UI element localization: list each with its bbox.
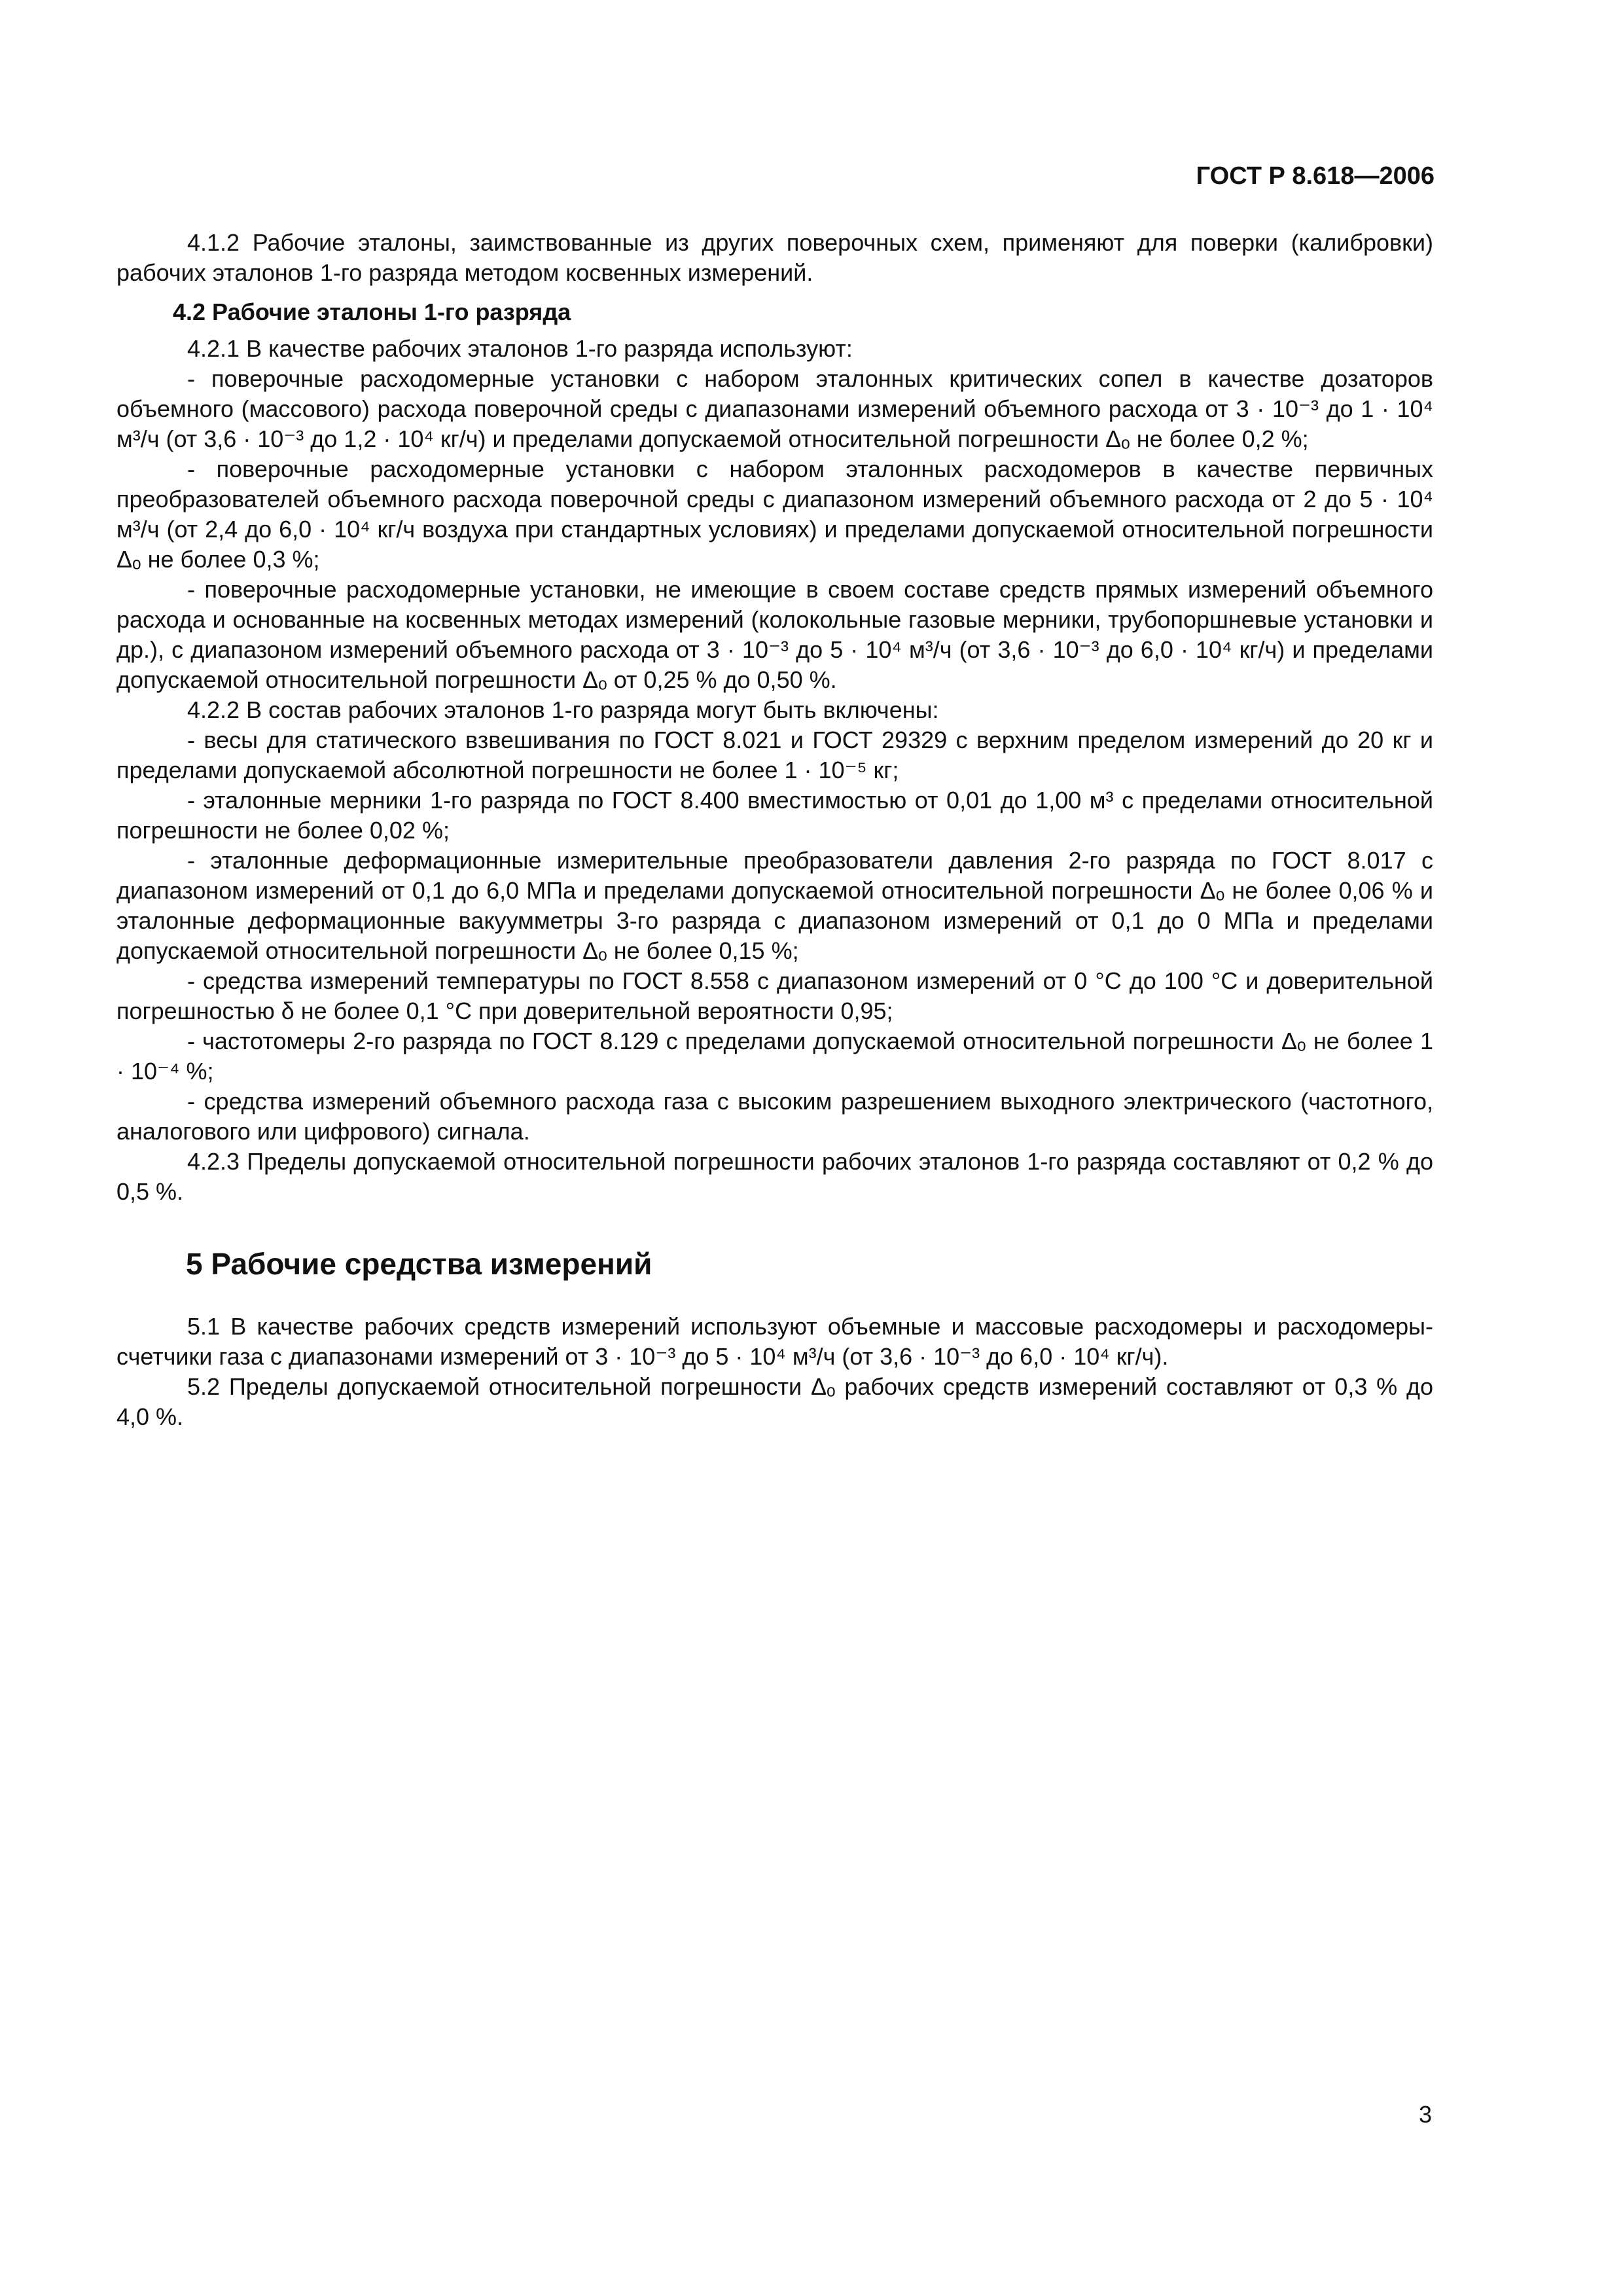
list-item-temperature: - средства измерений температуры по ГОСТ 8.558 с диапазоном измерений от 0 °С до 100 °С и доверительной погрешностью δ не более 0,1 °С при доверительной вероятности 0,95; — [116, 967, 1433, 1024]
list-item-frequency-meters: - частотомеры 2-го разряда по ГОСТ 8.129 с пределами допускаемой относительной погрешности Δₒ не более 1 · 10⁻⁴ %; — [116, 1028, 1433, 1085]
paragraph-5-2: 5.2 Пределы допускаемой относительной погрешности Δₒ рабочих средств измерений составляют от 0,3 % до 4,0 %. — [116, 1373, 1433, 1430]
list-item-reference-flowmeters: - поверочные расходомерные установки с набором эталонных расходомеров в качестве первичных преобразователей объемного расхода поверочной среды с диапазоном измерений объемного расхода от 2 до 5 · 10⁴ м³/ч (от 2,4 до 6,0 · 10⁴ кг/ч воздуха при стандартных условиях) и пределами допускаемой относительной погрешности Δₒ не более 0,3 %; — [116, 456, 1433, 573]
list-item-critical-nozzles: - поверочные расходомерные установки с набором эталонных критических сопел в качестве дозаторов объемного (массового) расхода поверочной среды с диапазонами измерений объемного расхода от 3 · 10⁻³ до 1 · 10⁴ м³/ч (от 3,6 · 10⁻³ до 1,2 · 10⁴ кг/ч) и пределами допускаемой относительной погрешности Δₒ не более 0,2 %; — [116, 365, 1433, 452]
paragraph-5-1: 5.1 В качестве рабочих средств измерений используют объемные и массовые расходомеры и расходомеры-счетчики газа с диапазонами измерений от 3 · 10⁻³ до 5 · 10⁴ м³/ч (от 3,6 · 10⁻³ до 6,0 · 10⁴ кг/ч). — [116, 1313, 1433, 1370]
subsection-heading-4-2: 4.2 Рабочие эталоны 1-го разряда — [173, 298, 571, 325]
list-item-indirect-methods: - поверочные расходомерные установки, не имеющие в своем составе средств прямых измерений объемного расхода и основанные на косвенных методах измерений (колокольные газовые мерники, трубопоршневые установки и др.), с диапазоном измерений объемного расхода от 3 · 10⁻³ до 5 · 10⁴ м³/ч (от 3,6 · 10⁻³ до 6,0 · 10⁴ кг/ч) и пределами допускаемой относительной погрешности Δₒ от 0,25 % до 0,50 %. — [116, 576, 1433, 693]
paragraph-4-1-2: 4.1.2 Рабочие эталоны, заимствованные из других поверочных схем, применяют для поверки (калибровки) рабочих эталонов 1-го разряда методом косвенных измерений. — [116, 229, 1433, 286]
list-item-measures: - эталонные мерники 1-го разряда по ГОСТ 8.400 вместимостью от 0,01 до 1,00 м³ с пределами относительной погрешности не более 0,02 %; — [116, 787, 1433, 844]
page-number: 3 — [1418, 2101, 1432, 2128]
section-heading-5: 5 Рабочие средства измерений — [186, 1247, 652, 1281]
paragraph-4-2-3: 4.2.3 Пределы допускаемой относительной погрешности рабочих эталонов 1-го разряда составляют от 0,2 % до 0,5 %. — [116, 1148, 1433, 1205]
list-item-scales: - весы для статического взвешивания по ГОСТ 8.021 и ГОСТ 29329 с верхним пределом измерений до 20 кг и пределами допускаемой абсолютной погрешности не более 1 · 10⁻⁵ кг; — [116, 726, 1433, 783]
list-item-pressure-transducers: - эталонные деформационные измерительные преобразователи давления 2-го разряда по ГОСТ 8.017 с диапазоном измерений от 0,1 до 6,0 МПа и пределами допускаемой относительной погрешности Δₒ не более 0,06 % и эталонные деформационные вакуумметры 3-го разряда с диапазоном измерений от 0,1 до 0 МПа и пределами допускаемой относительной погрешности Δₒ не более 0,15 %; — [116, 847, 1433, 964]
document-code: ГОСТ Р 8.618—2006 — [1196, 162, 1435, 190]
list-item-high-resolution: - средства измерений объемного расхода газа с высоким разрешением выходного электрического (частотного, аналогового или цифрового) сигнала. — [116, 1088, 1433, 1145]
document-body — [116, 228, 1433, 1432]
paragraph-4-2-2: 4.2.2 В состав рабочих эталонов 1-го разряда могут быть включены: — [187, 696, 939, 723]
paragraph-4-2-1: 4.2.1 В качестве рабочих эталонов 1-го разряда используют: — [187, 335, 853, 362]
